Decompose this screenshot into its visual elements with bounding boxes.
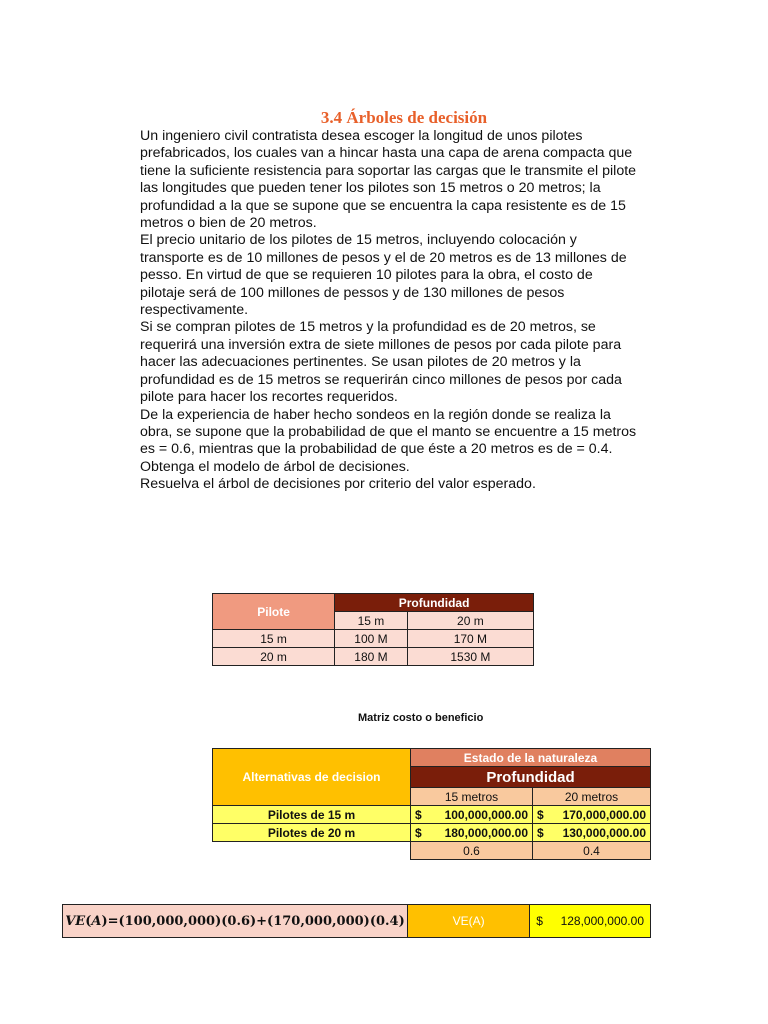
pilote-table [212, 593, 534, 666]
matrix-title: Matriz costo o beneficio [358, 712, 484, 724]
column-header-20m: 20 m [407, 612, 533, 630]
page-title: 3.4 Árboles de decisión [320, 108, 488, 127]
table-cell: 170 M [407, 630, 533, 648]
text-line: profundidad a la que se supone que se encuentra la capa resistente es de 15 [140, 197, 626, 214]
text-line: prefabricados, los cuales van a hincar hasta una capa de arena compacta que [140, 145, 633, 162]
currency-symbol: $ [537, 825, 544, 840]
text-line: obra, se supone que la probabilidad de que el manto se encuentre a 15 metros [140, 423, 637, 440]
ve-label: VE(A) [407, 905, 529, 938]
text-line: las longitudes que pueden tener los pilotes son 15 metros o 20 metros; la [140, 180, 601, 197]
table-cell: 1530 M [407, 648, 533, 666]
text-line: Obtenga el modelo de árbol de decisiones. [140, 458, 410, 475]
currency-symbol: $ [415, 807, 422, 822]
cell-value: 130,000,000.00 [562, 825, 646, 840]
table-cell [533, 806, 651, 824]
formula-a: A [91, 913, 102, 929]
text-line: pilotaje será de 100 millones de pessos y de 130 millones de pesos [140, 284, 565, 301]
text-line: transporte es de 10 millones de pesos y el de 20 metros es de 13 millones de [140, 249, 627, 266]
table-row [213, 630, 534, 648]
cell-value: 100,000,000.00 [444, 807, 528, 822]
alternatives-header: Alternativas de decision [213, 749, 411, 806]
table-cell [411, 806, 533, 824]
table-cell: 100 M [335, 630, 408, 648]
empty-cell [213, 842, 411, 860]
probability-row [213, 842, 651, 860]
pilote-header: Pilote [213, 594, 335, 630]
text-line: pilote para hacer los recortes requeridos. [140, 389, 398, 406]
profundidad-header: Profundidad [411, 767, 651, 788]
row-label: 20 m [213, 648, 335, 666]
text-line: es = 0.6, mientras que la probabilidad de que éste a 20 metros es de = 0.4. [140, 441, 613, 458]
column-header-20-metros: 20 metros [533, 788, 651, 806]
formula-ve: VE [65, 913, 86, 929]
text-line: hacer las adecuaciones pertinentes. Se usan pilotes de 20 metros y la [140, 354, 581, 371]
expected-value-formula: VE(A)=(100,000,000)(0.6)+(170,000,000)(0.4) [63, 905, 408, 938]
probability-20: 0.4 [533, 842, 651, 860]
row-label: Pilotes de 15 m [213, 806, 411, 824]
table-row [213, 648, 534, 666]
expected-value-result [530, 905, 651, 938]
table-row [213, 806, 651, 824]
decision-matrix [212, 748, 651, 860]
currency-symbol: $ [536, 914, 543, 928]
text-line: metros o bien de 20 metros. [140, 215, 317, 232]
table-row [213, 824, 651, 842]
text-line: pesso. En virtud de que se requieren 10 pilotes para la obra, el costo de [140, 267, 593, 284]
table-cell: 180 M [335, 648, 408, 666]
text-line: tiene la suficiente resistencia para soportar las cargas que le transmite el pilote [140, 162, 637, 179]
text-line: Un ingeniero civil contratista desea escoger la longitud de unos pilotes [140, 128, 583, 144]
profundidad-header: Profundidad [335, 594, 534, 612]
row-label: 15 m [213, 630, 335, 648]
text-line: profundidad es de 15 metros se requerirán cinco millones de pesos por cada [140, 371, 622, 388]
cell-value: 170,000,000.00 [562, 807, 646, 822]
column-header-15m: 15 m [335, 612, 408, 630]
column-header-15-metros: 15 metros [411, 788, 533, 806]
table-cell [533, 824, 651, 842]
text-line: Si se compran pilotes de 15 metros y la profundidad es de 20 metros, se [140, 319, 596, 336]
text-line: requerirá una inversión extra de siete millones de pesos por cada pilote para [140, 336, 622, 353]
result-value: 128,000,000.00 [560, 914, 644, 928]
estado-header: Estado de la naturaleza [411, 749, 651, 767]
text-line: respectivamente. [140, 302, 249, 319]
text-line: El precio unitario de los pilotes de 15 metros, incluyendo colocación y [140, 232, 577, 249]
problem-statement [140, 128, 650, 494]
row-label: Pilotes de 20 m [213, 824, 411, 842]
formula-rest: =(100,000,000)(0.6)+(170,000,000)(0.4) [107, 913, 405, 929]
probability-15: 0.6 [411, 842, 533, 860]
cell-value: 180,000,000.00 [444, 825, 528, 840]
table-cell [411, 824, 533, 842]
currency-symbol: $ [537, 807, 544, 822]
expected-value-table [62, 904, 651, 938]
text-line: Resuelva el árbol de decisiones por criterio del valor esperado. [140, 476, 536, 493]
text-line: De la experiencia de haber hecho sondeos en la región donde se realiza la [140, 406, 611, 423]
currency-symbol: $ [415, 825, 422, 840]
